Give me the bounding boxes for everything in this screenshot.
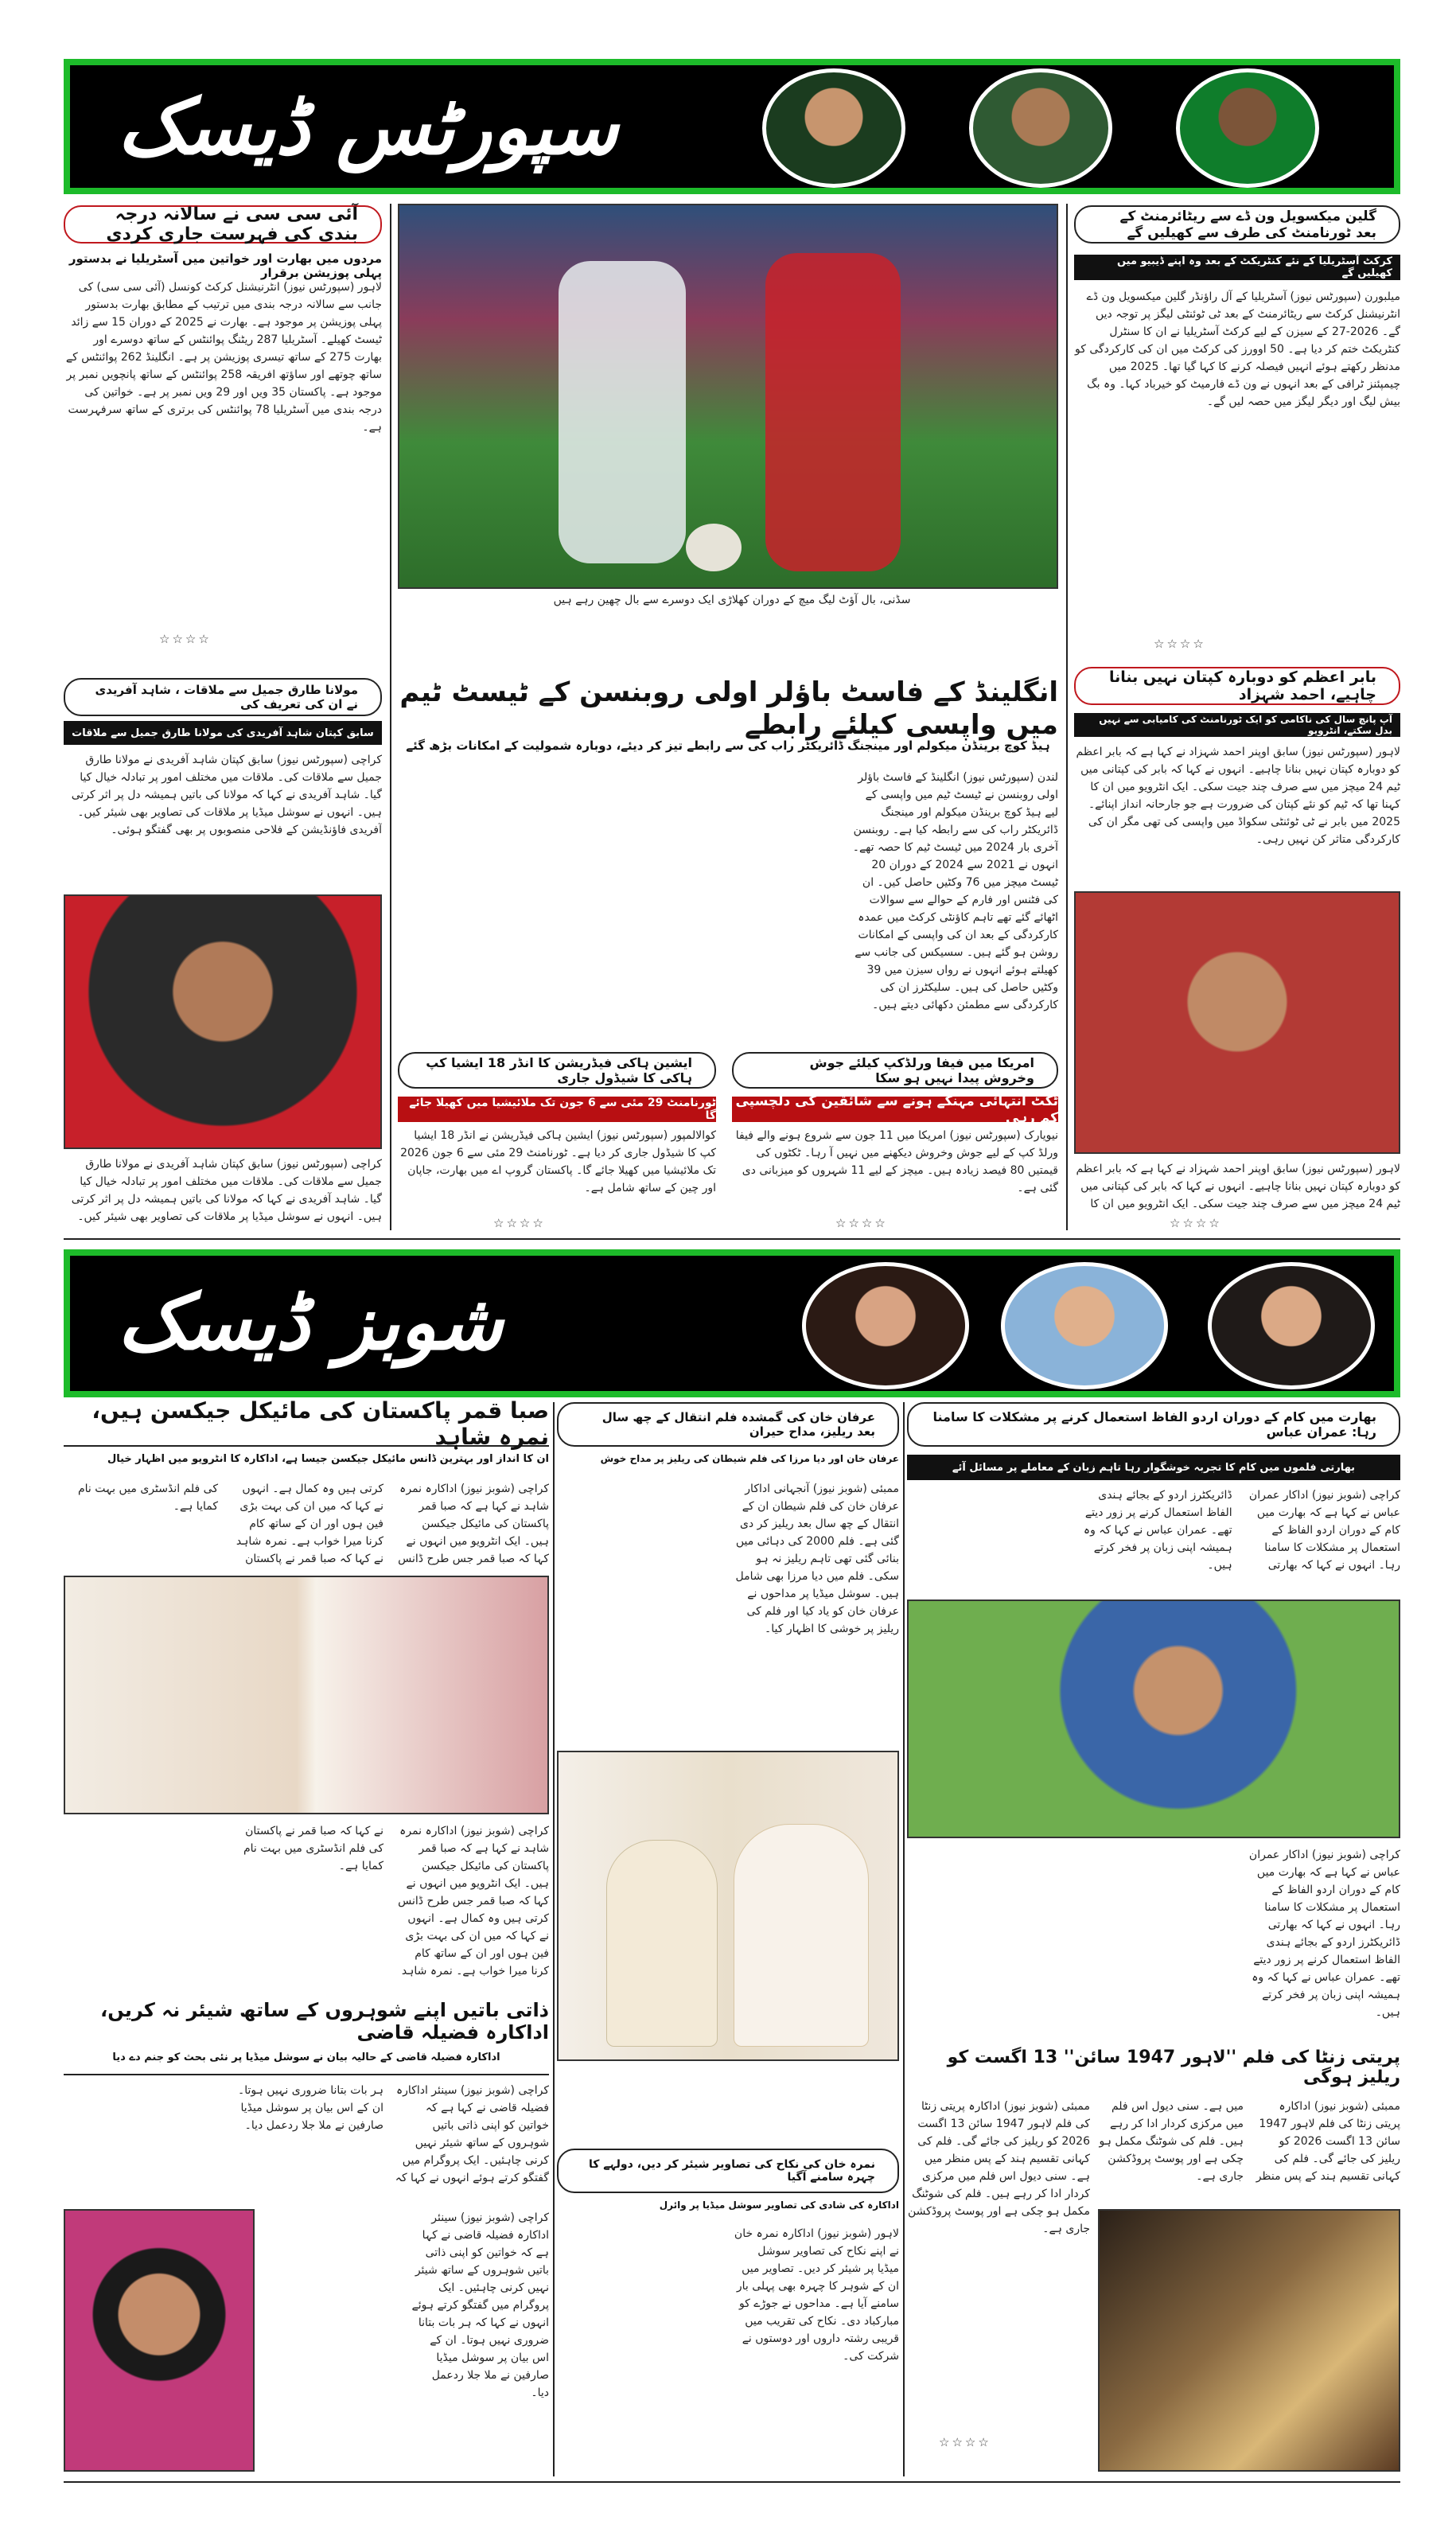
player-photo-2	[969, 68, 1112, 188]
imran-story-body-continued: کراچی (شوبز نیوز) اداکار عمران عباس نے کہا ہے کہ بھارت میں کام کے دوران اردو الفاظ کے استعمال پر مشکلات کا سامنا رہا۔ انہوں نے کہا کہ بھارتی ڈائریکٹرز اردو کے بجائے ہندی الفاظ استعمال کرنے پر زور دیتے تھے۔ عمران عباس نے کہا کہ وہ ہمیشہ اپنی زبان پر فخر کرتے ہیں۔	[1248, 1849, 1400, 2019]
glenn-story-headline: گلین میکسویل ون ڈے سے ریٹائرمنٹ کے بعد ٹورنامنٹ کی طرف سے کھیلیں گے	[1074, 205, 1400, 244]
glenn-story-subhead: کرکٹ آسٹریلیا کے نئے کنٹریکٹ کے بعد وہ اپنے ڈیبیو میں کھیلیں گے	[1074, 255, 1400, 280]
saba-story-subhead: ان کا انداز اور بہترین ڈانس مائیکل جیکسن جیسا ہے، اداکارہ کا انٹرویو میں اظہار خیال	[107, 1453, 549, 1465]
fifa-story-body: نیویارک (سپورٹس نیوز) امریکا میں 11 جون سے شروع ہونے والے فیفا ورلڈ کپ کے لیے جوش وخروش دیکھنے میں نہیں آ رہا۔ ٹکٹوں کی قیمتیں 80 فیصد زیادہ ہیں۔ میچز کے لیے 11 شہروں کو میزبانی دی گئی ہے۔	[735, 1129, 1058, 1194]
saba-story-photo	[64, 1576, 549, 1814]
afridi-story-body: کراچی (سپورٹس نیوز) سابق کپتان شاہد آفریدی نے مولانا طارق جمیل سے ملاقات کی۔ ملاقات میں مختلف امور پر تبادلہ خیال کیا گیا۔ شاہد آفریدی نے کہا کہ مولانا کی باتیں ہمیشہ دل پر اثر کرتی ہیں۔ انہوں نے سوشل میڈیا پر ملاقات کی تصاویر بھی شیئر کیں۔ آفریدی فاؤنڈیشن کے فلاحی منصوبوں پر بھی گفتگو ہوئی۔	[71, 754, 382, 836]
fazila-story-body-continued: کراچی (شوبز نیوز) سینئر اداکارہ فضیلہ قاضی نے کہا ہے کہ خواتین کو اپنی ذاتی باتیں شوہروں کے ساتھ شیئر نہیں کرنی چاہئیں۔ ایک پروگرام میں گفتگو کرتے ہوئے انہوں نے کہا کہ ہر بات بتانا ضروری نہیں ہوتا۔ ان کے اس بیان پر سوشل میڈیا صارفین نے ملا جلا ردعمل دیا۔	[411, 2211, 549, 2399]
actress-photo-1	[802, 1262, 969, 1389]
player-photo-1	[762, 68, 905, 188]
sports-main-photo	[398, 204, 1058, 589]
glenn-story-body: میلبورن (سپورٹس نیوز) آسٹریلیا کے آل راؤنڈر گلین میکسویل ون ڈے انٹرنیشنل کرکٹ سے ریٹائرمنٹ کے بعد ٹی ٹوئنٹی لیگز پر توجہ دیں گے۔ 2026-27 کے سیزن کے لیے کرکٹ آسٹریلیا نے ان کا سنٹرل کنٹریکٹ ختم کر دیا ہے۔ 50 اوورز کی کرکٹ میں ان کی کارکردگی کو مدنظر رکھتے ہوئے انہیں فیصلہ کرنے کا کہا گیا تھا۔ 2025 میں چیمپئنز ٹرافی کے بعد انہوں نے ون ڈے فارمیٹ کو خیرباد کہا۔ وہ بگ بیش لیگ اور دیگر لیگز میں حصہ لیں گے۔	[1075, 290, 1400, 408]
afridi-story-photo	[64, 894, 382, 1149]
babar-story-body: لاہور (سپورٹس نیوز) سابق اوپنر احمد شہزاد نے کہا ہے کہ بابر اعظم کو دوبارہ کپتان نہیں بنانا چاہیے۔ انہوں نے کہا کہ بابر کی کپتانی میں ٹیم 24 میچز میں سے صرف چند جیت سکی۔ ایک انٹرویو میں ان کا کہنا تھا کہ ٹیم کو نئے کپتان کی ضرورت ہے جو جارحانہ انداز اپنائے۔ 2025 میں بابر نے ٹی ٹوئنٹی سکواڈ میں واپسی کی تھی مگر ان کی کارکردگی متاثر کن نہیں رہی۔	[1076, 746, 1400, 846]
england-story-headline: انگلینڈ کے فاسٹ باؤلر اولی روبنسن کے ٹیسٹ ٹیم میں واپسی کیلئے رابطے	[399, 676, 1058, 741]
babar-story-body-continued: لاہور (سپورٹس نیوز) سابق اوپنر احمد شہزاد نے کہا ہے کہ بابر اعظم کو دوبارہ کپتان نہیں بنانا چاہیے۔ انہوں نے کہا کہ بابر کی کپتانی میں ٹیم 24 میچز میں سے صرف چند جیت سکی۔ ایک انٹرویو میں ان کا	[1076, 1163, 1400, 1210]
irfan-story-body: ممبئی (شوبز نیوز) آنجہانی اداکار عرفان خان کی فلم شیطان ان کے انتقال کے چھ سال بعد ریلیز کر دی گئی ہے۔ فلم 2000 کی دہائی میں بنائی گئی تھی تاہم ریلیز نہ ہو سکی۔ فلم میں دیا مرزا بھی شامل ہیں۔ سوشل میڈیا پر مداحوں نے عرفان خان کو یاد کیا اور فلم کی ریلیز پر خوشی کا اظہار کیا۔	[735, 1483, 899, 1635]
fazila-story-body: کراچی (شوبز نیوز) سینئر اداکارہ فضیلہ قاضی نے کہا ہے کہ خواتین کو اپنی ذاتی باتیں شوہروں کے ساتھ شیئر نہیں کرنی چاہئیں۔ ایک پروگرام میں گفتگو کرتے ہوئے انہوں نے کہا کہ ہر بات بتانا ضروری نہیں ہوتا۔ ان کے اس بیان پر سوشل میڈیا صارفین نے ملا جلا ردعمل دیا۔	[238, 2084, 549, 2184]
sports-section-divider	[64, 1238, 1400, 1240]
icc-story-headline: آئی سی سی نے سالانہ درجہ بندی کی فہرست جاری کردی	[64, 205, 382, 244]
asia-cup-story-body: کوالالمپور (سپورٹس نیوز) ایشین ہاکی فیڈریشن نے انڈر 18 ایشیا کپ کا شیڈول جاری کر دیا ہے۔ ٹورنامنٹ 29 مئی سے 6 جون 2026 تک ملائیشیا میں کھیلا جائے گا۔ پاکستان گروپ اے میں بھارت، جاپان اور چین کے ساتھ شامل ہے۔	[400, 1129, 716, 1194]
column-rule	[1066, 204, 1068, 1230]
irfan-story-subhead: عرفان خان اور دیا مرزا کی فلم شیطان کی ریلیز پر مداح خوش	[600, 1453, 899, 1464]
afridi-story-subhead: سابق کپتان شاہد آفریدی کی مولانا طارق جمیل سے ملاقات	[64, 721, 382, 745]
preity-story-body: ممبئی (شوبز نیوز) اداکارہ پریتی زنٹا کی فلم لاہور 1947 سائن 13 اگست 2026 کو ریلیز کی جائے گی۔ فلم کی کہانی تقسیم ہند کے پس منظر میں ہے۔ سنی دیول اس فلم میں مرکزی کردار ادا کر رہے ہیں۔ فلم کی شوٹنگ مکمل ہو چکی ہے اور پوسٹ پروڈکشن جاری ہے۔	[1099, 2100, 1400, 2183]
nimra-story-subhead: اداکارہ کی شادی کی تصاویر سوشل میڈیا پر وائرل	[659, 2200, 899, 2211]
afridi-story-headline: مولانا طارق جمیل سے ملاقات ، شاہد آفریدی نے ان کی تعریف کی	[64, 678, 382, 716]
babar-story-subhead: آپ پانچ سال کی ناکامی کو ایک ٹورنامنٹ کی کامیابی سے نہیں بدل سکتے، انٹرویو	[1074, 713, 1400, 737]
nimra-wedding-photo	[557, 1751, 899, 2061]
imran-story-body: کراچی (شوبز نیوز) اداکار عمران عباس نے کہا ہے کہ بھارت میں کام کے دوران اردو الفاظ کے استعمال پر مشکلات کا سامنا رہا۔ انہوں نے کہا کہ بھارتی ڈائریکٹرز اردو کے بجائے ہندی الفاظ استعمال کرنے پر زور دیتے تھے۔ عمران عباس نے کہا کہ وہ ہمیشہ اپنی زبان پر فخر کرتے ہیں۔	[1083, 1489, 1400, 1572]
preity-story-stars: ☆☆☆☆	[939, 2435, 991, 2449]
column-rule	[390, 204, 391, 1230]
babar-story-photo	[1074, 891, 1400, 1154]
afridi-story-body-continued: کراچی (سپورٹس نیوز) سابق کپتان شاہد آفریدی نے مولانا طارق جمیل سے ملاقات کی۔ ملاقات میں مختلف امور پر تبادلہ خیال کیا گیا۔ شاہد آفریدی نے کہا کہ مولانا کی باتیں ہمیشہ دل پر اثر کرتی ہیں۔ انہوں نے سوشل میڈیا پر ملاقات کی تصاویر بھی شیئر کیں۔	[71, 1158, 382, 1223]
fazila-story-headline: ذاتی باتیں اپنے شوہروں کے ساتھ شیئر نہ کریں، اداکارہ فضیلہ قاضی	[100, 1999, 549, 2044]
saba-story-body: کراچی (شوبز نیوز) اداکارہ نمرہ شاہد نے کہا ہے کہ صبا قمر پاکستان کی مائیکل جیکسن ہیں۔ ایک انٹرویو میں انہوں نے کہا کہ صبا قمر جس طرح ڈانس کرتی ہیں وہ کمال ہے۔ انہوں نے کہا کہ میں ان کی بہت بڑی فین ہوں اور ان کے ساتھ کام کرنا میرا خواب ہے۔ نمرہ شاہد نے کہا کہ صبا قمر نے پاکستان کی فلم انڈسٹری میں بہت نام کمایا ہے۔	[77, 1483, 549, 1565]
england-story-body: لندن (سپورٹس نیوز) انگلینڈ کے فاسٹ باؤلر اولی روبنسن نے ٹیسٹ ٹیم میں واپسی کے لیے ہیڈ کوچ برینڈن میکولم اور مینجنگ ڈائریکٹر راب کی سے رابطہ کیا ہے۔ روبنسن آخری بار 2024 میں ٹیسٹ ٹیم کا حصہ تھے۔ انہوں نے 2021 سے 2024 کے دوران 20 ٹیسٹ میچز میں 76 وکٹیں حاصل کیں۔ ان کی فٹنس اور فارم کے حوالے سے سوالات اٹھائے گئے تھے تاہم کاؤنٹی کرکٹ میں عمدہ کارکردگی کے بعد ان کی واپسی کے امکانات روشن ہو گئے ہیں۔ سسیکس کی جانب سے کھیلتے ہوئے انہوں نے رواں سیزن میں 39 وکٹیں حاصل کی ہیں۔ سلیکٹرز ان کی کارکردگی سے مطمئن دکھائی دیتے ہیں۔	[852, 771, 1058, 1011]
fifa-story-stars: ☆☆☆☆	[835, 1216, 888, 1230]
preity-story-body-continued: ممبئی (شوبز نیوز) اداکارہ پریتی زنٹا کی فلم لاہور 1947 سائن 13 اگست 2026 کو ریلیز کی جائے گی۔ فلم کی کہانی تقسیم ہند کے پس منظر میں ہے۔ سنی دیول اس فلم میں مرکزی کردار ادا کر رہے ہیں۔ فلم کی شوٹنگ مکمل ہو چکی ہے اور پوسٹ پروڈکشن جاری ہے۔	[908, 2100, 1090, 2235]
asia-cup-story-subhead: ٹورنامنٹ 29 مئی سے 6 جون تک ملائیشیا میں کھیلا جائے گا	[398, 1097, 716, 1122]
bride-figure	[734, 1824, 869, 2047]
column-rule	[903, 1402, 905, 2476]
ball-icon	[686, 524, 742, 571]
babar-story-headline: بابر اعظم کو دوبارہ کپتان نہیں بنانا چاہیے، احمد شہزاد	[1074, 667, 1400, 705]
saba-story-body-continued: کراچی (شوبز نیوز) اداکارہ نمرہ شاہد نے کہا ہے کہ صبا قمر پاکستان کی مائیکل جیکسن ہیں۔ ایک انٹرویو میں انہوں نے کہا کہ صبا قمر جس طرح ڈانس کرتی ہیں وہ کمال ہے۔ انہوں نے کہا کہ میں ان کی بہت بڑی فین ہوں اور ان کے ساتھ کام کرنا میرا خواب ہے۔ نمرہ شاہد نے کہا کہ صبا قمر نے پاکستان کی فلم انڈسٹری میں بہت نام کمایا ہے۔	[243, 1825, 549, 1977]
imran-story-subhead: بھارتی فلموں میں کام کا تجربہ خوشگوار رہا تاہم زبان کے معاملے پر مسائل آئے	[907, 1455, 1400, 1480]
fifa-story-subhead: ٹکٹ انتہائی مہنگے ہونے سے شائقین کی دلچسپی کم رہی	[732, 1097, 1058, 1122]
saba-story-headline: صبا قمر پاکستان کی مائیکل جیکسن ہیں، نمرہ شاہد	[64, 1402, 549, 1447]
fifa-story-headline: امریکا میں فیفا ورلڈکپ کیلئے جوش وخروش پیدا نہیں ہو سکا	[732, 1052, 1058, 1089]
groom-figure	[606, 1840, 718, 2047]
glenn-story-stars: ☆☆☆☆	[1154, 637, 1206, 651]
preity-story-headline: پریتی زنٹا کی فلم ''لاہور 1947 سائن'' 13 اگست کو ریلیز ہوگی	[947, 2048, 1400, 2087]
actress-photo-3	[1208, 1262, 1375, 1389]
imran-story-headline: بھارت میں کام کے دوران اردو الفاظ استعمال کرنے پر مشکلات کا سامنا رہا: عمران عباس	[907, 1402, 1400, 1447]
actress-photo-2	[1001, 1262, 1168, 1389]
irfan-story-headline: عرفان خان کی گمشدہ فلم انتقال کے چھ سال بعد ریلیز، مداح حیران	[557, 1402, 899, 1447]
player-green-figure	[559, 261, 686, 563]
imran-story-photo	[907, 1599, 1400, 1838]
babar-story-stars: ☆☆☆☆	[1170, 1216, 1222, 1230]
fazila-story-photo	[64, 2209, 255, 2472]
icc-story-subhead: مردوں میں بھارت اور خواتین میں آسٹریلیا نے بدستور پہلی پوزیشن برقرار	[68, 251, 382, 280]
preity-film-poster	[1098, 2209, 1400, 2472]
player-photo-3	[1176, 68, 1319, 188]
england-story-subhead: ہیڈ کوچ برینڈن میکولم اور مینجنگ ڈائریکٹر راب کی سے رابطے تیز کر دیئے، دوبارہ شمولیت کے امکانات بڑھ گئے	[406, 738, 1050, 753]
sports-desk-title: سپورٹس ڈیسک	[118, 83, 618, 172]
showbiz-desk-title: شوبز ڈیسک	[118, 1278, 504, 1367]
asia-cup-story-stars: ☆☆☆☆	[493, 1216, 546, 1230]
nimra-story-body: لاہور (شوبز نیوز) اداکارہ نمرہ خان نے اپنے نکاح کی تصاویر سوشل میڈیا پر شیئر کر دیں۔ تصاویر میں ان کے شوہر کا چہرہ بھی پہلی بار سامنے آیا ہے۔ مداحوں نے جوڑے کو مبارکباد دی۔ نکاح کی تقریب میں قریبی رشتہ داروں اور دوستوں نے شرکت کی۔	[734, 2227, 899, 2363]
player-red-figure	[765, 253, 901, 571]
fazila-story-subhead: اداکارہ فضیلہ قاضی کے حالیہ بیان نے سوشل میڈیا پر نئی بحث کو جنم دے دیا	[64, 2051, 549, 2075]
showbiz-desk-banner	[64, 1249, 1400, 1397]
sports-desk-banner	[64, 59, 1400, 194]
page-bottom-rule	[64, 2481, 1400, 2483]
icc-story-body: لاہور (سپورٹس نیوز) انٹرنیشنل کرکٹ کونسل (آئی سی سی) کی جانب سے سالانہ درجہ بندی میں ترتیب کے مطابق بھارت بدستور پہلی پوزیشن پر موجود ہے۔ بھارت نے 2025 کے دوران 15 سے زائد ٹیسٹ کھیلے۔ آسٹریلیا 287 ریٹنگ پوائنٹس کے ساتھ دوسرے اور بھارت 275 کے ساتھ تیسری پوزیشن پر ہے۔ انگلینڈ 262 پوائنٹس کے ساتھ چوتھے اور ساؤتھ افریقہ 258 پوائنٹس کے ساتھ پانچویں نمبر پر موجود ہے۔ پاکستان 35 ویں اور 29 ویں نمبر پر ہے۔ خواتین کی درجہ بندی میں آسٹریلیا 78 پوائنٹس کی برتری کے ساتھ سرفہرست ہے۔	[65, 281, 382, 434]
asia-cup-story-headline: ایشین ہاکی فیڈریشن کا انڈر 18 ایشیا کپ ہاکی کا شیڈول جاری	[398, 1052, 716, 1089]
nimra-story-headline: نمرہ خان کی نکاح کی تصاویر شیئر کر دیں، دولہے کا چہرہ سامنے آگیا	[557, 2149, 899, 2193]
main-photo-caption: سڈنی، بال آؤٹ لیگ میچ کے دوران کھلاڑی ایک دوسرے سے بال چھین رہے ہیں	[553, 594, 911, 606]
column-rule	[553, 1402, 555, 2476]
icc-story-stars: ☆☆☆☆	[159, 632, 212, 646]
